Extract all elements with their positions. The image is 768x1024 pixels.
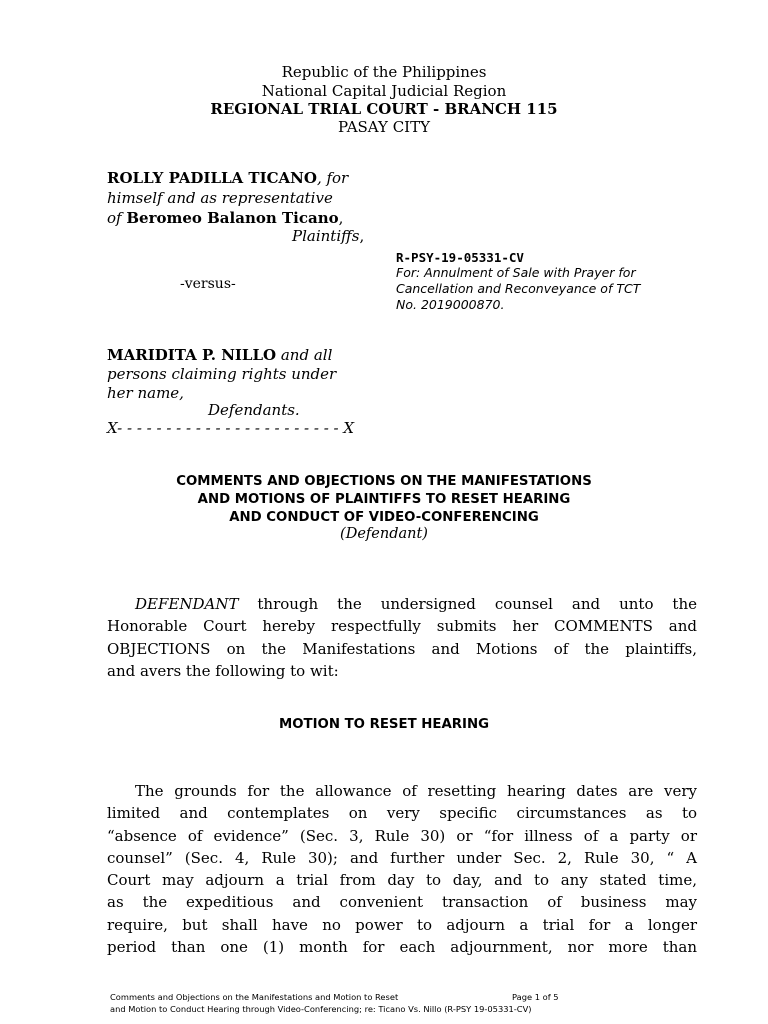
- case-desc-line3: No. 2019000870.: [396, 297, 505, 312]
- body-line: period than one (1) month for each adjournment, nor more than: [107, 938, 697, 957]
- defendant-role: Defendants.: [208, 401, 300, 419]
- body-line: require, but shall have no power to adjourn a trial for a longer: [107, 915, 697, 934]
- plaintiff-rep-name: Beromeo Balanon Ticano: [126, 209, 339, 227]
- body-line: Court may adjourn a trial from day to day, and to any stated time,: [107, 871, 697, 890]
- section-heading: MOTION TO RESET HEARING: [278, 717, 490, 732]
- header-court: REGIONAL TRIAL COURT - BRANCH 115: [210, 100, 558, 118]
- intro-line4: and avers the following to wit:: [107, 661, 339, 680]
- header-republic: Republic of the Philippines: [281, 63, 487, 81]
- defendant-and-all: and all: [276, 346, 333, 364]
- plaintiff-role-text: Plaintiffs: [292, 227, 360, 245]
- footer-line1: Comments and Objections on the Manifestations and Motion to Reset: [110, 992, 399, 1002]
- defendant-line3: her name,: [107, 384, 184, 402]
- plaintiff-role: [292, 226, 364, 247]
- defendant-line2: persons claiming rights under: [107, 365, 337, 383]
- title-line3: AND CONDUCT OF VIDEO-CONFERENCING: [229, 510, 539, 525]
- body-paragraph: [107, 780, 697, 958]
- plaintiff-line1: [107, 168, 348, 189]
- title-party: (Defendant): [340, 526, 428, 542]
- case-desc-line2: Cancellation and Reconveyance of TCT: [396, 281, 641, 296]
- plaintiff-comma: ,: [338, 209, 344, 227]
- intro-line1-rest: through the undersigned counsel and unto the: [238, 595, 697, 613]
- case-desc-line1: For: Annulment of Sale with Prayer for: [396, 265, 636, 280]
- intro-line3: OBJECTIONS on the Manifestations and Motions of the plaintiffs,: [107, 639, 697, 658]
- intro-line2: Honorable Court hereby respectfully submits her COMMENTS and: [107, 617, 697, 636]
- body-line: “absence of evidence” (Sec. 3, Rule 30) or “for illness of a party or: [107, 826, 697, 845]
- header-region: National Capital Judicial Region: [261, 82, 507, 100]
- plaintiff-line2: himself and as representative: [107, 189, 333, 207]
- footer-line2: and Motion to Conduct Hearing through Video-Conferencing; re: Ticano Vs. Nillo (R-PSY 19-05331-CV): [110, 1004, 532, 1014]
- plaintiff-name: ROLLY PADILLA TICANO: [107, 169, 317, 187]
- body-line: The grounds for the allowance of resetting hearing dates are very: [135, 782, 697, 800]
- intro-lead: DEFENDANT: [135, 595, 239, 613]
- body-line: counsel” (Sec. 4, Rule 30); and further under Sec. 2, Rule 30, “ A: [107, 848, 697, 867]
- footer-page-number: Page 1 of 5: [512, 992, 559, 1002]
- title-line2: AND MOTIONS OF PLAINTIFFS TO RESET HEARING: [197, 492, 571, 507]
- intro-line1: [107, 593, 697, 615]
- caption-separator: X- - - - - - - - - - - - - - - - - - - - - - - X: [107, 419, 355, 437]
- versus-label: -versus-: [180, 276, 236, 292]
- defendant-line1: [107, 345, 332, 366]
- plaintiff-of: of: [107, 209, 127, 227]
- plaintiff-for: , for: [316, 169, 349, 187]
- case-number: R-PSY-19-05331-CV: [396, 250, 524, 265]
- defendant-name: MARIDITA P. NILLO: [107, 346, 277, 364]
- header-city: PASAY CITY: [337, 118, 431, 136]
- title-line1: COMMENTS AND OBJECTIONS ON THE MANIFESTATIONS: [176, 474, 592, 489]
- intro-paragraph: [107, 593, 697, 682]
- body-line: as the expeditious and convenient transaction of business may: [107, 893, 697, 912]
- body-line: limited and contemplates on very specific circumstances as to: [107, 804, 697, 823]
- plaintiff-role-comma: ,: [359, 227, 365, 245]
